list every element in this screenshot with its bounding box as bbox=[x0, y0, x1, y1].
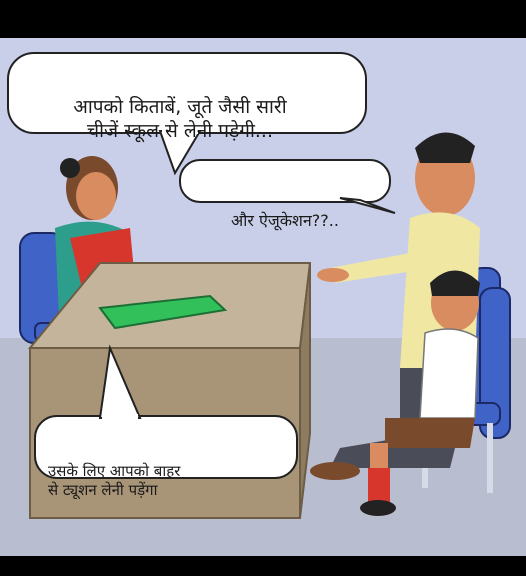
father-speech bbox=[195, 211, 375, 231]
teacher-top-speech bbox=[20, 96, 340, 144]
teacher-bottom-speech bbox=[48, 462, 258, 500]
comic-panel bbox=[0, 38, 526, 556]
teacher-top-line2: चीजें स्कूल से लेनी पड़ेगी... bbox=[87, 119, 273, 142]
teacher-top-line1: आपको किताबें, जूते जैसी सारी bbox=[73, 96, 287, 118]
teacher-bottom-line2: से ट्यूशन लेनी पड़ेंगा bbox=[48, 480, 158, 499]
father-line: और ऐजूकेशन??.. bbox=[231, 211, 339, 230]
teacher-bottom-line1: उसके लिए आपको बाहर bbox=[48, 462, 181, 480]
